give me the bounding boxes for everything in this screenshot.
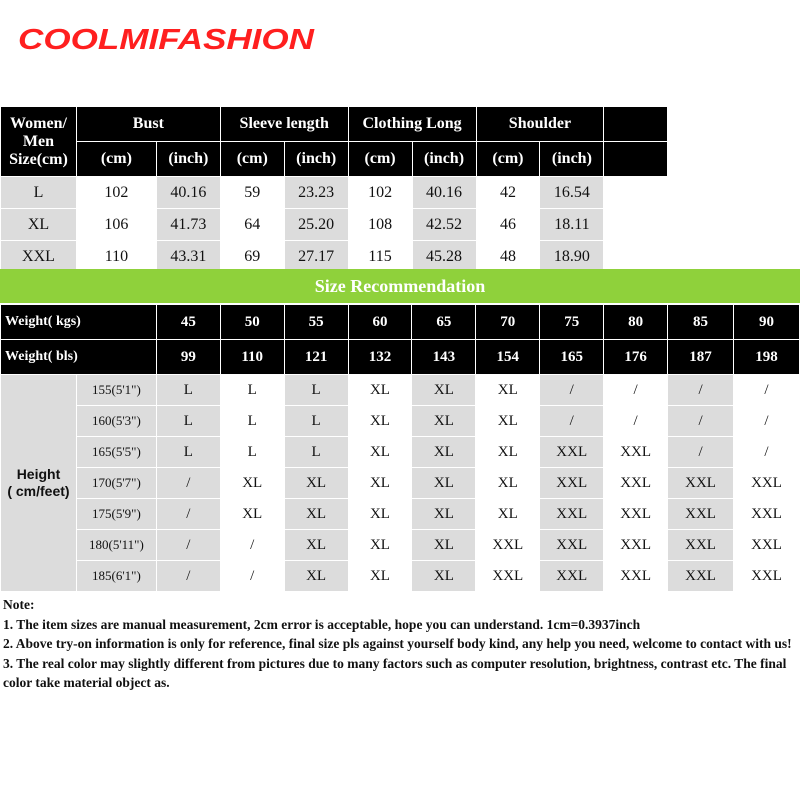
table-row	[1, 241, 800, 273]
table-cell: 59	[220, 177, 284, 209]
weight-cell: 55	[284, 305, 348, 340]
table-cell: 46	[476, 209, 540, 241]
size-cell: XL	[348, 437, 412, 468]
weight-cell: 65	[412, 305, 476, 340]
size-cell: XXL	[540, 468, 604, 499]
unit-cell: (cm)	[348, 142, 412, 177]
size-cell: XL	[284, 561, 348, 592]
size-cell: XXL	[540, 437, 604, 468]
unit-cell: (inch)	[412, 142, 476, 177]
note-line: 3. The real color may slightly different from pictures due to many factors such as computer resolution, brightness, contrast etc. The final color take material object as.	[3, 655, 787, 690]
height-label-line: ( cm/feet)	[7, 483, 70, 499]
table-cell: 18.11	[540, 209, 604, 241]
table-cell: 102	[76, 177, 156, 209]
table-cell: 102	[348, 177, 412, 209]
weight-cell: 198	[733, 340, 799, 375]
height-row	[1, 468, 800, 499]
size-chart-header-row	[1, 107, 800, 142]
size-cell: XXL	[668, 561, 734, 592]
size-cell: XL	[412, 437, 476, 468]
size-cell: XL	[348, 468, 412, 499]
size-cell: L	[284, 437, 348, 468]
table-cell: 42.52	[412, 209, 476, 241]
weight-lbs-label: Weight( bls)	[1, 340, 157, 375]
size-cell: L	[156, 406, 220, 437]
note-line: 1. The item sizes are manual measurement, 2cm error is acceptable, hope you can understand. 1cm=0.3937inch	[3, 616, 641, 632]
size-cell: XL	[476, 406, 540, 437]
weight-cell: 99	[156, 340, 220, 375]
size-cell: /	[668, 406, 734, 437]
weight-cell: 45	[156, 305, 220, 340]
size-cell: XXL	[476, 561, 540, 592]
size-cell: XXL	[604, 561, 668, 592]
size-cell: XXL	[668, 468, 734, 499]
notes-section	[3, 595, 800, 693]
size-cell: XL	[412, 468, 476, 499]
blank-cell	[604, 209, 668, 241]
size-label: XL	[1, 209, 77, 241]
table-cell: 23.23	[284, 177, 348, 209]
size-cell: /	[733, 375, 799, 406]
size-cell: XL	[284, 530, 348, 561]
size-cell: XXL	[540, 499, 604, 530]
unit-cell: (inch)	[540, 142, 604, 177]
size-cell: XL	[348, 406, 412, 437]
table-cell: 115	[348, 241, 412, 273]
size-cell: XL	[220, 499, 284, 530]
table-cell: 108	[348, 209, 412, 241]
table-row	[1, 177, 800, 209]
side-header-line: Women/	[10, 114, 67, 132]
size-cell: L	[284, 406, 348, 437]
size-cell: XL	[476, 468, 540, 499]
unit-cell: (cm)	[220, 142, 284, 177]
notes-title: Note:	[3, 597, 35, 612]
unit-cell: (inch)	[284, 142, 348, 177]
brand-logo	[18, 20, 318, 60]
unit-cell: (cm)	[476, 142, 540, 177]
height-label	[1, 375, 77, 592]
size-label: XXL	[1, 241, 77, 273]
size-cell: XXL	[604, 499, 668, 530]
weight-cell: 80	[604, 305, 668, 340]
size-cell: XXL	[733, 468, 799, 499]
side-header-line: Men	[22, 132, 55, 150]
size-cell: XL	[284, 499, 348, 530]
size-cell: /	[604, 375, 668, 406]
shoulder-header: Shoulder	[476, 107, 604, 142]
table-cell: 43.31	[156, 241, 220, 273]
weight-cell: 50	[220, 305, 284, 340]
size-cell: XXL	[604, 437, 668, 468]
height-value: 165(5'5")	[76, 437, 156, 468]
unit-cell: (inch)	[156, 142, 220, 177]
height-label-line: Height	[16, 466, 61, 482]
size-cell: XXL	[668, 530, 734, 561]
size-cell: /	[540, 375, 604, 406]
table-cell: 18.90	[540, 241, 604, 273]
sleeve-length-header: Sleeve length	[220, 107, 348, 142]
height-value: 175(5'9")	[76, 499, 156, 530]
size-cell: XL	[220, 468, 284, 499]
weight-cell: 110	[220, 340, 284, 375]
size-cell: XL	[348, 561, 412, 592]
size-cell: XXL	[668, 499, 734, 530]
size-cell: /	[668, 375, 734, 406]
size-cell: L	[220, 375, 284, 406]
weight-cell: 165	[540, 340, 604, 375]
height-value: 170(5'7")	[76, 468, 156, 499]
weight-cell: 70	[476, 305, 540, 340]
size-label: L	[1, 177, 77, 209]
size-cell: XL	[412, 561, 476, 592]
weight-cell: 121	[284, 340, 348, 375]
size-cell: /	[156, 561, 220, 592]
height-row	[1, 437, 800, 468]
size-cell: XL	[412, 499, 476, 530]
size-cell: L	[220, 406, 284, 437]
size-cell: /	[156, 468, 220, 499]
size-cell: XXL	[540, 530, 604, 561]
weight-cell: 85	[668, 305, 734, 340]
header-filler	[604, 107, 668, 142]
size-cell: XL	[412, 406, 476, 437]
size-cell: XL	[476, 499, 540, 530]
table-cell: 110	[76, 241, 156, 273]
size-cell: XXL	[604, 468, 668, 499]
side-header-line: Size(cm)	[9, 150, 68, 168]
unit-cell: (cm)	[76, 142, 156, 177]
size-cell: /	[604, 406, 668, 437]
table-cell: 64	[220, 209, 284, 241]
size-cell: XL	[348, 375, 412, 406]
size-cell: /	[220, 530, 284, 561]
size-cell: XL	[284, 468, 348, 499]
blank-cell	[604, 177, 668, 209]
table-cell: 27.17	[284, 241, 348, 273]
size-recommendation-table	[0, 304, 800, 592]
size-cell: XXL	[476, 530, 540, 561]
height-row	[1, 530, 800, 561]
table-cell: 25.20	[284, 209, 348, 241]
height-value: 185(6'1")	[76, 561, 156, 592]
height-value: 160(5'3")	[76, 406, 156, 437]
size-cell: XXL	[733, 530, 799, 561]
table-cell: 41.73	[156, 209, 220, 241]
size-cell: XXL	[604, 530, 668, 561]
units-row	[1, 142, 800, 177]
size-cell: /	[156, 499, 220, 530]
height-value: 180(5'11")	[76, 530, 156, 561]
size-cell: XXL	[733, 561, 799, 592]
table-cell: 106	[76, 209, 156, 241]
note-line: 2. Above try-on information is only for reference, final size pls against yourself body kind, any help you need, welcome to contact with us!	[3, 636, 792, 651]
size-cell: L	[284, 375, 348, 406]
size-cell: /	[540, 406, 604, 437]
size-cell: /	[733, 406, 799, 437]
weight-cell: 143	[412, 340, 476, 375]
weight-cell: 60	[348, 305, 412, 340]
weight-cell: 132	[348, 340, 412, 375]
height-row	[1, 561, 800, 592]
weight-lbs-row	[1, 340, 800, 375]
size-cell: /	[220, 561, 284, 592]
size-cell: XL	[348, 530, 412, 561]
size-cell: XL	[412, 530, 476, 561]
size-cell: /	[156, 530, 220, 561]
weight-cell: 187	[668, 340, 734, 375]
weight-kgs-label: Weight( kgs)	[1, 305, 157, 340]
size-cell: XL	[348, 499, 412, 530]
table-cell: 40.16	[412, 177, 476, 209]
size-cell: XL	[476, 375, 540, 406]
brand-logo-text: COOLMIFASHION	[18, 24, 316, 56]
table-cell: 40.16	[156, 177, 220, 209]
height-row	[1, 499, 800, 530]
table-cell: 48	[476, 241, 540, 273]
blank-cell	[604, 241, 668, 273]
table-cell: 69	[220, 241, 284, 273]
weight-cell: 75	[540, 305, 604, 340]
weight-cell: 176	[604, 340, 668, 375]
height-row	[1, 406, 800, 437]
weight-cell: 90	[733, 305, 799, 340]
size-cell: XXL	[540, 561, 604, 592]
size-cell: XXL	[733, 499, 799, 530]
size-cell: XL	[476, 437, 540, 468]
table-cell: 42	[476, 177, 540, 209]
size-cell: L	[156, 437, 220, 468]
size-cell: L	[156, 375, 220, 406]
size-recommendation-banner: Size Recommendation	[0, 269, 800, 303]
size-chart-table	[0, 106, 800, 273]
size-column-header	[1, 107, 77, 177]
table-cell: 45.28	[412, 241, 476, 273]
bust-header: Bust	[76, 107, 220, 142]
height-row	[1, 375, 800, 406]
clothing-long-header: Clothing Long	[348, 107, 476, 142]
size-cell: L	[220, 437, 284, 468]
height-value: 155(5'1")	[76, 375, 156, 406]
size-cell: /	[668, 437, 734, 468]
weight-cell: 154	[476, 340, 540, 375]
weight-kgs-row	[1, 305, 800, 340]
table-cell: 16.54	[540, 177, 604, 209]
table-row	[1, 209, 800, 241]
size-cell: /	[733, 437, 799, 468]
header-filler	[604, 142, 668, 177]
size-cell: XL	[412, 375, 476, 406]
